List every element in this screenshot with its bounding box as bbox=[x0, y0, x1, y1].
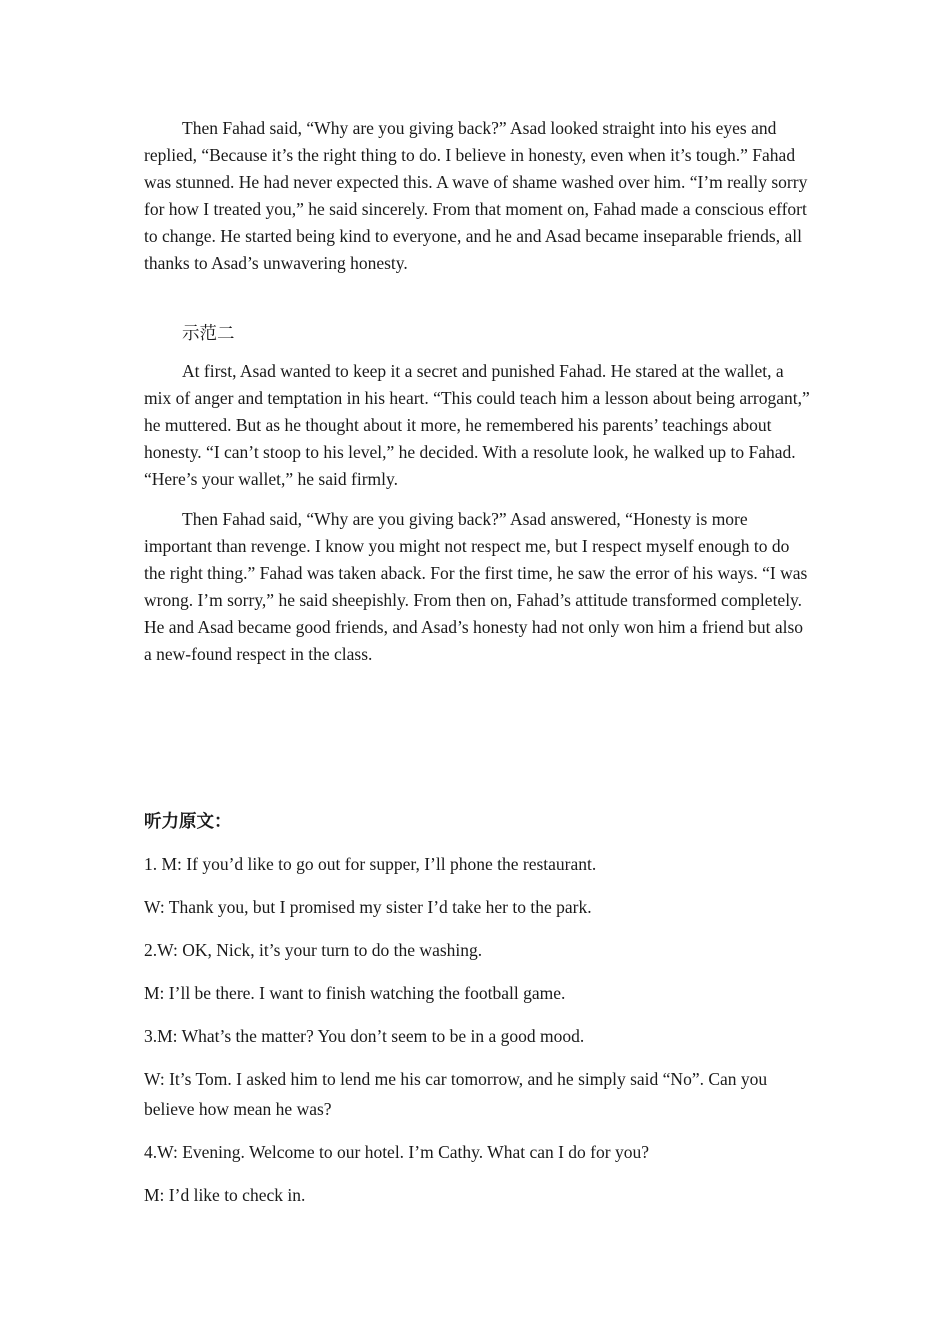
transcript-line: M: I’ll be there. I want to finish watching the football game. bbox=[144, 983, 566, 1003]
example-two-label: 示范二 bbox=[182, 323, 235, 343]
story-paragraph-1: Then Fahad said, “Why are you giving back?” Asad looked straight into his eyes and replied, “Because it’s the right thing to do. I believe in honesty, even when it’s tough.” Fahad was stunned. He had never expected this. A wave of shame washed over him. “I’m really sorry for how I treated you,” he said sincerely. From that moment on, Fahad made a conscious effort to change. He started being kind to everyone, and he and Asad became inseparable friends, all thanks to Asad’s unwavering honesty. bbox=[144, 118, 808, 274]
story-paragraph-3: Then Fahad said, “Why are you giving back?” Asad answered, “Honesty is more important than revenge. I know you might not respect me, but I respect myself enough to do the right thing.” Fahad was taken aback. For the first time, he saw the error of his ways. “I was wrong. I’m sorry,” he said sheepishly. From then on, Fahad’s attitude transformed completely. He and Asad became good friends, and Asad’s honesty had not only won him a friend but also a new-found respect in the class. bbox=[144, 509, 808, 665]
transcript-line: 1. M: If you’d like to go out for supper, I’ll phone the restaurant. bbox=[144, 854, 597, 874]
transcript-line: W: Thank you, but I promised my sister I’d take her to the park. bbox=[144, 897, 592, 917]
listening-transcript-title: 听力原文： bbox=[144, 811, 232, 831]
transcript-line: M: I’d like to check in. bbox=[144, 1185, 306, 1205]
transcript-line: 4.W: Evening. Welcome to our hotel. I’m Cathy. What can I do for you? bbox=[144, 1142, 649, 1162]
transcript-line: W: It’s Tom. I asked him to lend me his car tomorrow, and he simply said “No”. Can you believe how mean he was? bbox=[144, 1069, 768, 1119]
transcript-line: 2.W: OK, Nick, it’s your turn to do the washing. bbox=[144, 940, 483, 960]
transcript-line: 3.M: What’s the matter? You don’t seem to be in a good mood. bbox=[144, 1026, 585, 1046]
story-paragraph-2: At first, Asad wanted to keep it a secret and punished Fahad. He stared at the wallet, a mix of anger and temptation in his heart. “This could teach him a lesson about being arrogant,” he muttered. But as he thought about it more, he remembered his parents’ teachings about honesty. “I can’t stoop to his level,” he decided. With a resolute look, he walked up to Fahad. “Here’s your wallet,” he said firmly. bbox=[144, 361, 810, 490]
